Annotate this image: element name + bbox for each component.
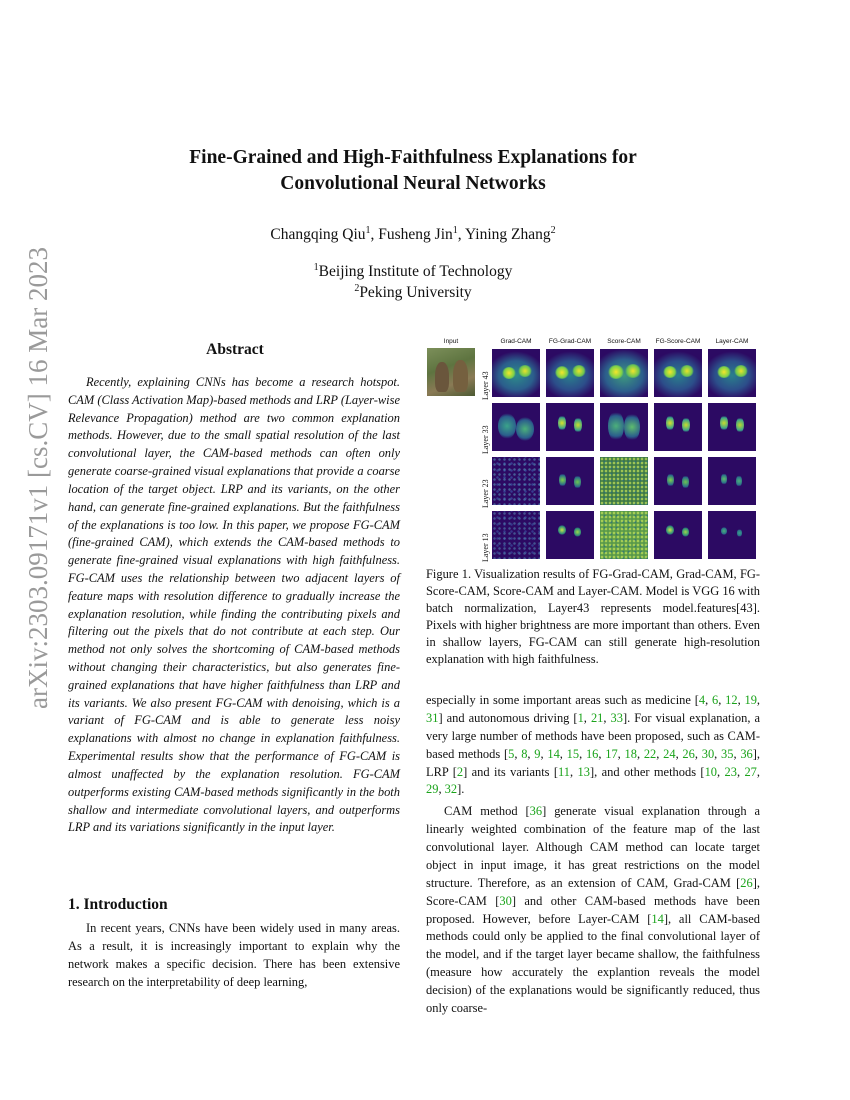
citation-link[interactable]: 1 (577, 710, 584, 725)
citation-link[interactable]: 36 (740, 746, 753, 761)
citation-link[interactable]: 18 (624, 746, 637, 761)
saliency-map (492, 403, 540, 451)
figure-1-saliency-grid (424, 338, 760, 564)
citation-link[interactable]: 35 (721, 746, 734, 761)
author-list: Changqing Qiu$^1$, Fusheng Jin$^1$, Yining Zhang$^2$ (270, 225, 556, 243)
body-paragraph: CAM method [36] generate visual explanation through a linearly weighted combination of the feature map of the last convolutional layer. Although CAM method can locate target object in input image, it has great restrictions on the model structure. Therefore, as an extension of CAM, Grad-CAM [26], Score-CAM [30] and other CAM-based methods have been proposed. However, before Layer-CAM [14], all CAM-based methods could only be applied to the final convolutional layer of the model, and if the target layer became shallow, the faithfulness (measure how accurately the explantion reveals the model decision) of the explanations would be significantly reduced, thus only coarse- (426, 804, 760, 1015)
citation-link[interactable]: 33 (610, 710, 623, 725)
citation-link[interactable]: 2 (456, 764, 464, 779)
citation-link[interactable]: 14 (651, 911, 664, 926)
title-line-1: Fine-Grained and High-Faithfulness Explanations for (189, 147, 637, 168)
affiliation-name: Peking University (359, 284, 472, 301)
saliency-map (600, 403, 648, 451)
paper-title (100, 145, 726, 197)
column-label-fg-grad-cam: FG-Grad-CAM (548, 338, 592, 345)
citation-link[interactable]: 27 (744, 764, 757, 779)
saliency-map (492, 457, 540, 505)
saliency-map (492, 349, 540, 397)
saliency-map (654, 349, 702, 397)
saliency-map (600, 349, 648, 397)
saliency-map (546, 511, 594, 559)
saliency-map (654, 403, 702, 451)
saliency-map (546, 403, 594, 451)
row-label-layer-43: Layer 43 (481, 371, 490, 400)
row-label-layer-23: Layer 23 (481, 479, 490, 508)
introduction-paragraph: In recent years, CNNs have been widely used in many areas. As a result, it is increasingly important to explain why the network makes a specific decision. There has been extensive research on the interpretability of deep learning, (68, 921, 400, 989)
row-label-layer-13: Layer 13 (481, 533, 490, 562)
abstract-body (68, 374, 400, 837)
citation-link[interactable]: 14 (547, 746, 560, 761)
citation-link[interactable]: 15 (566, 746, 580, 761)
affiliation-mark: 1 (365, 225, 371, 236)
citation-link[interactable]: 26 (740, 875, 753, 890)
citation-link[interactable]: 36 (529, 804, 543, 819)
saliency-map (708, 349, 756, 397)
arxiv-identifier-stamp: arXiv:2303.09171v1 [cs.CV] 16 Mar 2023 (23, 247, 53, 709)
affiliation-1 (100, 263, 726, 281)
affiliation-mark: 2 (550, 225, 556, 236)
citation-link[interactable]: 12 (725, 693, 738, 707)
saliency-map (546, 457, 594, 505)
saliency-map (708, 511, 756, 559)
section-heading-introduction: 1. Introduction (68, 896, 168, 913)
body-paragraph: especially in some important areas such as medicine [4, 6, 12, 19, 31] and autonomous driving [1, 21, 33]. For visual explanation, a very large number of methods have been proposed, such as CAM-based methods [5, 8, 9, 14, 15, 16, 17, 18, 22, 24, 26, 30, 35, 36], LRP [2] and its variants [11, 13], and other methods [10, 23, 27, 29, 32]. (426, 693, 761, 797)
citation-link[interactable]: 32 (444, 782, 458, 797)
row-label-layer-33: Layer 33 (481, 425, 490, 454)
saliency-map (600, 457, 648, 505)
column-label-fg-score-cam: FG-Score-CAM (655, 338, 701, 345)
affiliation-name: Beijing Institute of Technology (318, 263, 513, 280)
abstract-paragraph: Recently, explaining CNNs has become a research hotspot. CAM (Class Activation Map)-based methods and LRP (Layer-wise Relevance Propagation) method are two common explanation methods. However, due to the small spatial resolution of the last convolutional layer, the CAM-based methods can often only generate coarse-grained visual explanations that provide a coarse location of the target object. LRP and its variants, on the other hand, can generate fine-grained explanations. But the faithfulness of the explanations is too low. In this paper, we propose FG-CAM (fine-grained CAM), which extends the CAM-based methods to generate fine-grained visual explanations with high faithfulness. FG-CAM uses the relationship between two adjacent layers of feature maps with resolution difference to gradually increase the explanation resolution, while finding the contributing pixels and filtering out the pixels that do not contribute at each step. Our method not only solves the shortcoming of CAM-based methods without changing their characteristics, but also generates fine-grained explanations that have higher faithfulness than LRP and its variants. We also present FG-CAM with denoising, which is a variant of FG-CAM and is able to generate less noisy explanations with almost no change in explanation faithfulness. Experimental results show that the performance of FG-CAM is almost unaffected by the explanation resolution. FG-CAM outperforms existing CAM-based methods significantly in the both shallow and intermediate convolutional layers, and outperforms LRP and its variations significantly in the input layer. (68, 375, 400, 835)
citation-link[interactable]: 26 (682, 746, 695, 761)
citation-link[interactable]: 29 (426, 782, 439, 797)
title-line-2: Convolutional Neural Networks (280, 173, 546, 194)
right-column-body (426, 692, 760, 1018)
citation-link[interactable]: 22 (643, 746, 657, 761)
citation-link[interactable]: 11 (558, 764, 571, 779)
saliency-map (708, 403, 756, 451)
author-name: Changqing Qiu (270, 226, 366, 243)
saliency-map (492, 511, 540, 559)
author-name: Fusheng Jin (378, 226, 453, 243)
saliency-map (654, 511, 702, 559)
column-label-input: Input (443, 338, 459, 345)
citation-link[interactable]: 30 (701, 746, 715, 761)
affiliation-mark: 1 (452, 225, 458, 236)
saliency-map (546, 349, 594, 397)
abstract-heading: Abstract (206, 341, 264, 358)
citation-link[interactable]: 5 (508, 746, 515, 761)
saliency-map (654, 457, 702, 505)
citation-link[interactable]: 4 (698, 693, 706, 707)
author-name: Yining Zhang (464, 226, 551, 243)
citation-link[interactable]: 16 (585, 746, 599, 761)
citation-link[interactable]: 17 (605, 746, 618, 761)
citation-link[interactable]: 24 (663, 746, 676, 761)
citation-link[interactable]: 8 (521, 746, 528, 761)
citation-link[interactable]: 19 (744, 693, 757, 707)
saliency-map (708, 457, 756, 505)
column-label-layer-cam: Layer-CAM (715, 338, 749, 345)
citation-link[interactable]: 6 (711, 693, 719, 707)
column-label-grad-cam: Grad-CAM (500, 338, 532, 345)
citation-link[interactable]: 9 (534, 746, 541, 761)
figure-1-caption: Figure 1. Visualization results of FG-Grad-CAM, Grad-CAM, FG-Score-CAM, Score-CAM and Layer-CAM. Model is VGG 16 with batch normalization, Layer43 represents model.features[43]. Pixels with higher brightness are more important than others. Even in shallow layers, FG-CAM can still generate high-resolution explanation with high faithfulness. (426, 567, 760, 667)
affiliation-2 (100, 284, 726, 302)
affiliation-mark: 1 (313, 262, 319, 273)
saliency-map (600, 511, 648, 559)
citation-link[interactable]: 13 (577, 764, 590, 779)
input-image-cats (427, 348, 475, 396)
introduction-body (68, 920, 400, 992)
citation-link[interactable]: 31 (426, 710, 439, 725)
citation-link[interactable]: 23 (724, 764, 737, 779)
citation-link[interactable]: 30 (499, 893, 512, 908)
citation-link[interactable]: 21 (590, 710, 604, 725)
affiliation-mark: 2 (354, 283, 360, 294)
citation-link[interactable]: 10 (704, 764, 718, 779)
column-label-score-cam: Score-CAM (607, 338, 641, 345)
